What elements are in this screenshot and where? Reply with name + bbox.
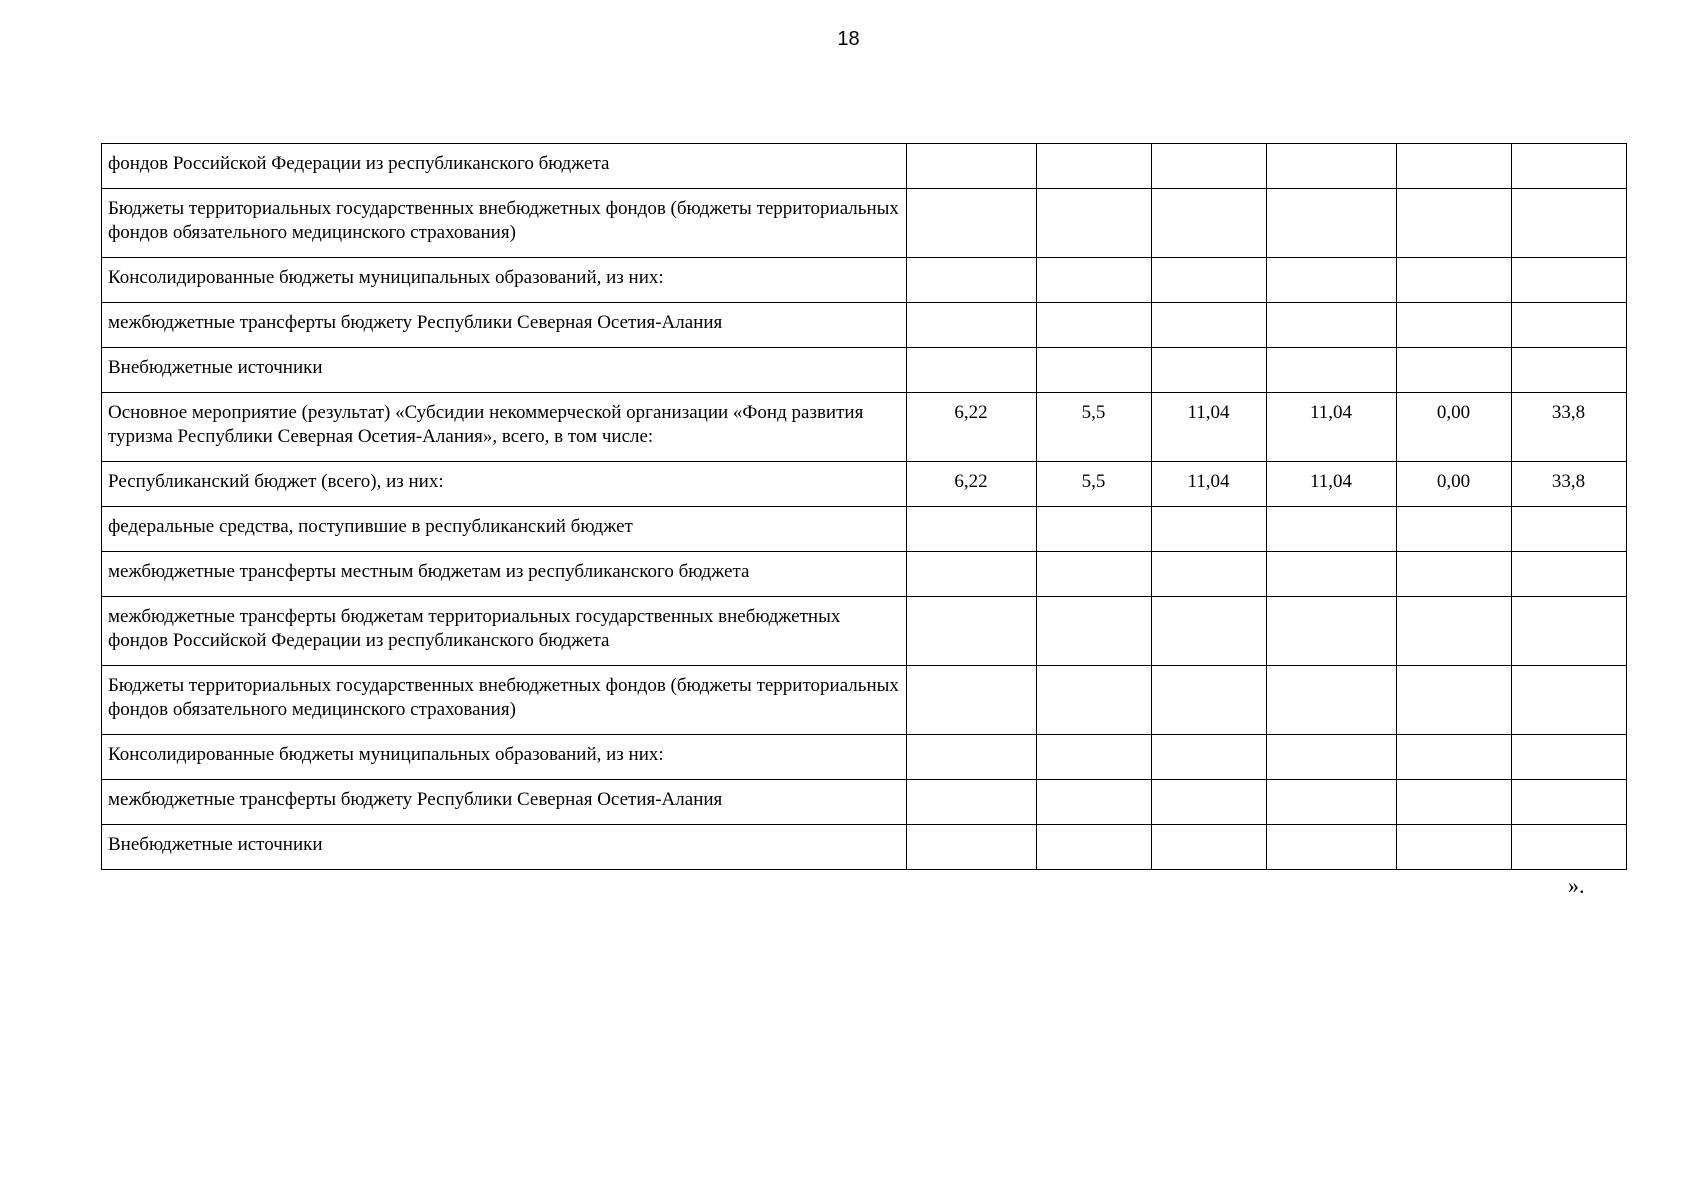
value-cell [907,666,1037,735]
value-cell [1152,348,1267,393]
value-cell [1267,780,1397,825]
row-label: межбюджетные трансферты местным бюджетам из республиканского бюджета [102,552,907,597]
value-cell [1037,258,1152,303]
value-cell [1152,597,1267,666]
value-cell [1512,189,1627,258]
value-cell [1037,303,1152,348]
value-cell [1512,735,1627,780]
value-cell: 33,8 [1512,393,1627,462]
value-cell: 11,04 [1267,462,1397,507]
value-cell [907,552,1037,597]
value-cell [1152,552,1267,597]
row-label: Внебюджетные источники [102,825,907,870]
value-cell [907,258,1037,303]
closing-quote-mark: ». [1568,873,1585,898]
value-cell [1397,144,1512,189]
table-row [102,552,1627,597]
value-cell [1037,597,1152,666]
row-label: федеральные средства, поступившие в республиканский бюджет [102,507,907,552]
value-cell: 33,8 [1512,462,1627,507]
value-cell [907,303,1037,348]
value-cell [1267,144,1397,189]
value-cell [1037,144,1152,189]
row-label: межбюджетные трансферты бюджету Республики Северная Осетия-Алания [102,303,907,348]
value-cell [1267,507,1397,552]
value-cell [1512,666,1627,735]
value-cell [1152,144,1267,189]
value-cell [1037,825,1152,870]
table-row [102,735,1627,780]
table-row [102,780,1627,825]
value-cell [907,597,1037,666]
table-row [102,462,1627,507]
value-cell [1512,303,1627,348]
table-row [102,597,1627,666]
value-cell [1037,189,1152,258]
value-cell [1397,780,1512,825]
value-cell [1037,348,1152,393]
value-cell [1037,507,1152,552]
value-cell [1037,552,1152,597]
value-cell: 11,04 [1267,393,1397,462]
value-cell [1397,303,1512,348]
value-cell [907,189,1037,258]
row-label: Консолидированные бюджеты муниципальных образований, из них: [102,258,907,303]
value-cell [1397,348,1512,393]
row-label: межбюджетные трансферты бюджету Республики Северная Осетия-Алания [102,780,907,825]
value-cell [1267,666,1397,735]
value-cell [1267,597,1397,666]
value-cell [1267,825,1397,870]
value-cell: 6,22 [907,393,1037,462]
value-cell [1397,597,1512,666]
value-cell [1512,597,1627,666]
value-cell: 11,04 [1152,393,1267,462]
table-row [102,144,1627,189]
value-cell [1037,780,1152,825]
row-label: Консолидированные бюджеты муниципальных образований, из них: [102,735,907,780]
value-cell [1512,507,1627,552]
value-cell: 5,5 [1037,462,1152,507]
value-cell [1512,825,1627,870]
value-cell [1152,825,1267,870]
value-cell [1267,348,1397,393]
value-cell [1152,507,1267,552]
row-label: межбюджетные трансферты бюджетам территориальных государственных внебюджетных фондов Российской Федерации из республиканского бюджета [102,597,907,666]
value-cell [1512,258,1627,303]
value-cell [1512,348,1627,393]
value-cell [1037,666,1152,735]
value-cell [1152,303,1267,348]
table-row [102,825,1627,870]
value-cell [1267,303,1397,348]
value-cell [1397,507,1512,552]
row-label: фондов Российской Федерации из республиканского бюджета [102,144,907,189]
value-cell [1152,666,1267,735]
table-row [102,348,1627,393]
value-cell [1152,780,1267,825]
value-cell: 6,22 [907,462,1037,507]
value-cell [907,825,1037,870]
value-cell [907,735,1037,780]
value-cell: 11,04 [1152,462,1267,507]
value-cell [1512,552,1627,597]
table-row [102,303,1627,348]
value-cell [907,780,1037,825]
value-cell [1397,258,1512,303]
value-cell [1267,189,1397,258]
value-cell [1512,780,1627,825]
value-cell [907,348,1037,393]
value-cell: 0,00 [1397,462,1512,507]
value-cell [1397,189,1512,258]
table-row [102,666,1627,735]
table-row [102,393,1627,462]
value-cell [1267,735,1397,780]
value-cell [1152,189,1267,258]
page-number: 18 [837,28,860,50]
value-cell [1152,258,1267,303]
value-cell [1397,825,1512,870]
value-cell [1267,258,1397,303]
table-row [102,507,1627,552]
table-body [102,144,1627,870]
row-label: Бюджеты территориальных государственных внебюджетных фондов (бюджеты территориальных фондов обязательного медицинского страхования) [102,666,907,735]
value-cell [1267,552,1397,597]
row-label: Основное мероприятие (результат) «Субсидии некоммерческой организации «Фонд развития туризма Республики Северная Осетия-Алания», всего, в том числе: [102,393,907,462]
value-cell [1397,735,1512,780]
value-cell [907,507,1037,552]
value-cell [1512,144,1627,189]
table-row [102,189,1627,258]
value-cell [1397,552,1512,597]
value-cell: 0,00 [1397,393,1512,462]
value-cell [1037,735,1152,780]
row-label: Бюджеты территориальных государственных внебюджетных фондов (бюджеты территориальных фондов обязательного медицинского страхования) [102,189,907,258]
value-cell [1397,666,1512,735]
budget-table [101,143,1627,870]
row-label: Внебюджетные источники [102,348,907,393]
table-row [102,258,1627,303]
row-label: Республиканский бюджет (всего), из них: [102,462,907,507]
value-cell [1152,735,1267,780]
value-cell [907,144,1037,189]
value-cell: 5,5 [1037,393,1152,462]
